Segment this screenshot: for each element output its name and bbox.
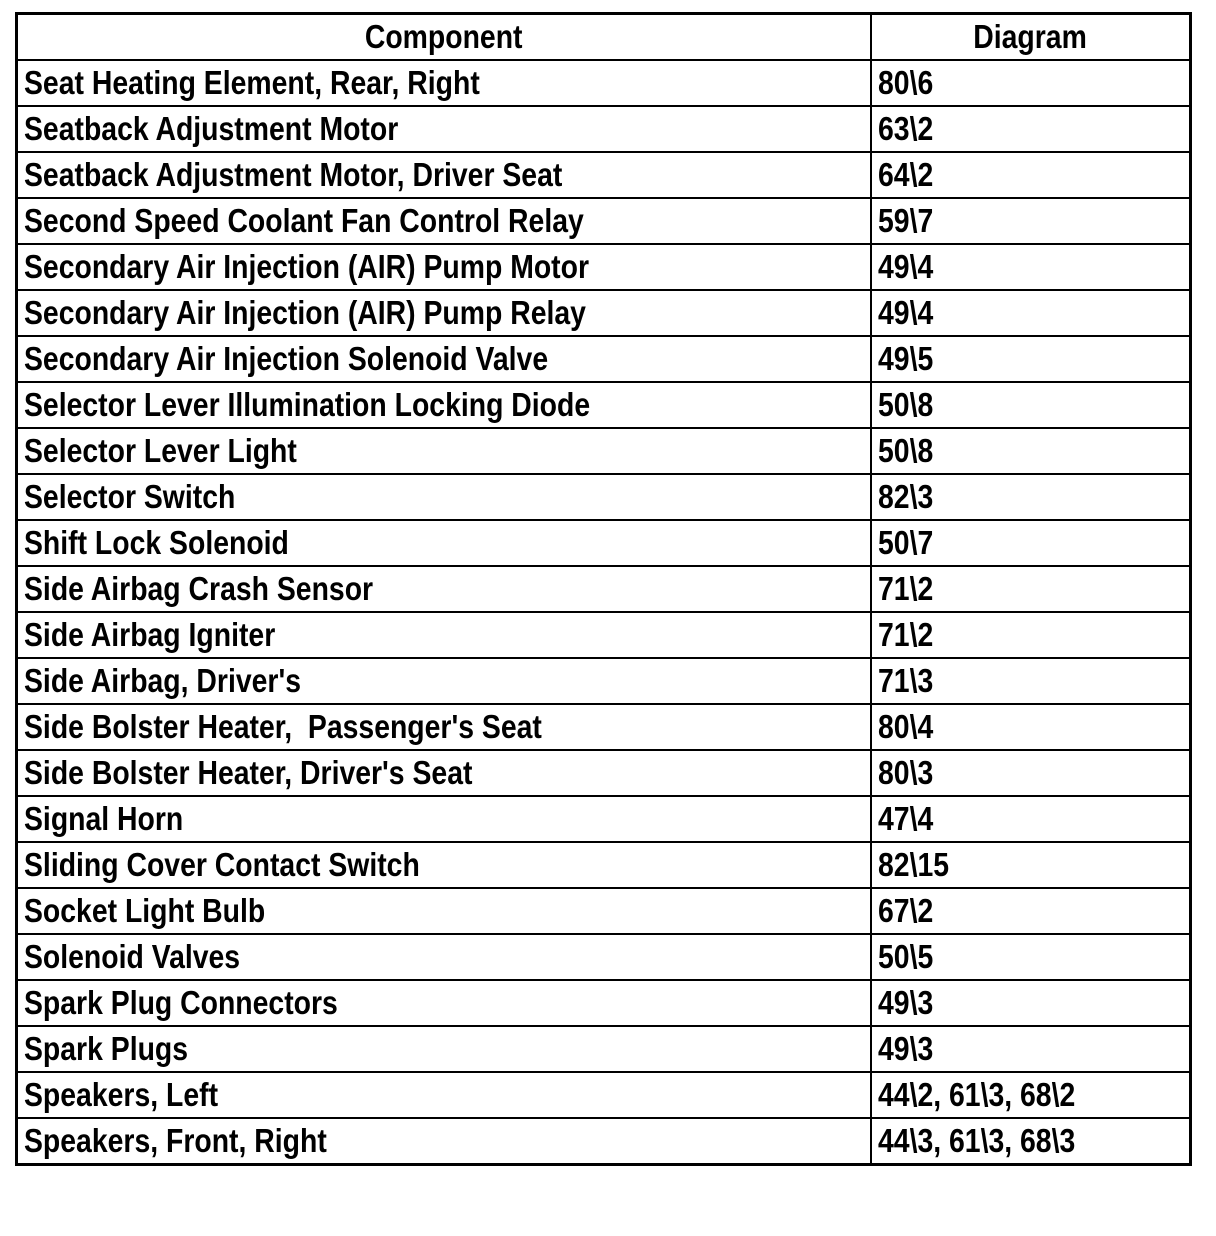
diagram-cell: 49\4 [871, 290, 1191, 336]
table-row [17, 198, 1191, 244]
diagram-cell: 44\2, 61\3, 68\2 [871, 1072, 1191, 1118]
component-cell: Seat Heating Element, Rear, Right [17, 60, 871, 106]
table-row [17, 934, 1191, 980]
component-cell: Side Bolster Heater, Driver's Seat [17, 750, 871, 796]
table-row [17, 244, 1191, 290]
table-row [17, 474, 1191, 520]
component-cell: Second Speed Coolant Fan Control Relay [17, 198, 871, 244]
component-cell: Secondary Air Injection (AIR) Pump Motor [17, 244, 871, 290]
diagram-cell: 82\15 [871, 842, 1191, 888]
diagram-cell: 71\2 [871, 566, 1191, 612]
component-cell: Side Airbag, Driver's [17, 658, 871, 704]
component-cell: Shift Lock Solenoid [17, 520, 871, 566]
table-row [17, 60, 1191, 106]
table-row [17, 704, 1191, 750]
diagram-cell: 49\4 [871, 244, 1191, 290]
table-row [17, 566, 1191, 612]
table-row [17, 888, 1191, 934]
diagram-cell: 44\3, 61\3, 68\3 [871, 1118, 1191, 1165]
component-cell: Socket Light Bulb [17, 888, 871, 934]
table-row [17, 428, 1191, 474]
diagram-cell: 71\3 [871, 658, 1191, 704]
header-row [17, 14, 1191, 61]
component-cell: Spark Plugs [17, 1026, 871, 1072]
component-cell: Side Airbag Igniter [17, 612, 871, 658]
diagram-cell: 80\6 [871, 60, 1191, 106]
component-cell: Secondary Air Injection (AIR) Pump Relay [17, 290, 871, 336]
table-row [17, 152, 1191, 198]
table-row [17, 796, 1191, 842]
component-cell: Secondary Air Injection Solenoid Valve [17, 336, 871, 382]
diagram-cell: 49\3 [871, 1026, 1191, 1072]
component-diagram-table [15, 12, 1192, 1166]
table-row [17, 1026, 1191, 1072]
table-row [17, 980, 1191, 1026]
component-cell: Side Bolster Heater, Passenger's Seat [17, 704, 871, 750]
table-row [17, 842, 1191, 888]
table-row [17, 290, 1191, 336]
component-cell: Seatback Adjustment Motor, Driver Seat [17, 152, 871, 198]
component-cell: Side Airbag Crash Sensor [17, 566, 871, 612]
diagram-cell: 50\8 [871, 428, 1191, 474]
component-cell: Selector Lever Illumination Locking Diode [17, 382, 871, 428]
diagram-cell: 82\3 [871, 474, 1191, 520]
component-cell: Solenoid Valves [17, 934, 871, 980]
table-row [17, 750, 1191, 796]
diagram-cell: 67\2 [871, 888, 1191, 934]
diagram-cell: 50\8 [871, 382, 1191, 428]
diagram-cell: 71\2 [871, 612, 1191, 658]
diagram-cell: 63\2 [871, 106, 1191, 152]
table-row [17, 1118, 1191, 1165]
table-row [17, 106, 1191, 152]
component-cell: Selector Switch [17, 474, 871, 520]
table-row [17, 382, 1191, 428]
table-row [17, 336, 1191, 382]
table-row [17, 612, 1191, 658]
component-cell: Sliding Cover Contact Switch [17, 842, 871, 888]
diagram-cell: 80\4 [871, 704, 1191, 750]
component-cell: Speakers, Front, Right [17, 1118, 871, 1165]
table-row [17, 1072, 1191, 1118]
table-row [17, 658, 1191, 704]
component-cell: Selector Lever Light [17, 428, 871, 474]
column-header-diagram: Diagram [871, 14, 1191, 61]
diagram-cell: 50\7 [871, 520, 1191, 566]
diagram-cell: 49\3 [871, 980, 1191, 1026]
component-cell: Signal Horn [17, 796, 871, 842]
component-cell: Spark Plug Connectors [17, 980, 871, 1026]
component-cell: Speakers, Left [17, 1072, 871, 1118]
diagram-cell: 49\5 [871, 336, 1191, 382]
diagram-cell: 80\3 [871, 750, 1191, 796]
diagram-cell: 47\4 [871, 796, 1191, 842]
diagram-cell: 50\5 [871, 934, 1191, 980]
diagram-cell: 64\2 [871, 152, 1191, 198]
table-row [17, 520, 1191, 566]
column-header-component: Component [17, 14, 871, 61]
diagram-cell: 59\7 [871, 198, 1191, 244]
component-cell: Seatback Adjustment Motor [17, 106, 871, 152]
